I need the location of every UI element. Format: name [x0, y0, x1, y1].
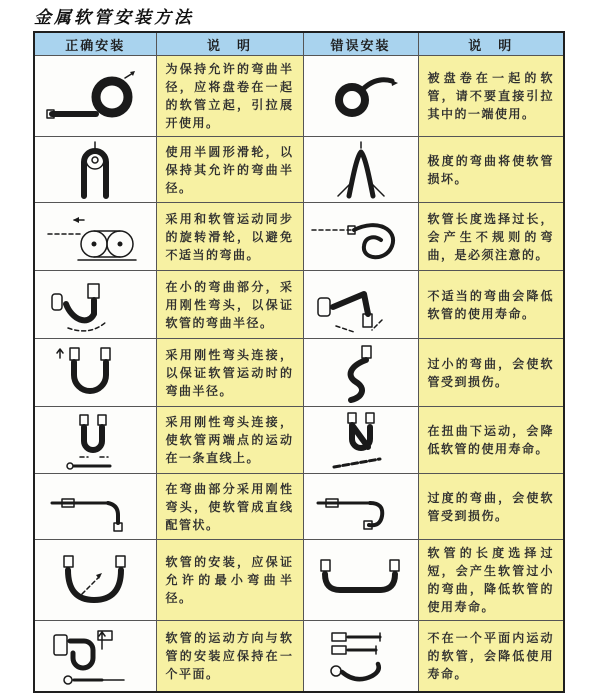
- coiled-hose-upright-icon: [40, 62, 150, 130]
- hose-endpoints-inline-motion-icon: [40, 409, 150, 471]
- wrong-illustration-cell: [303, 540, 418, 621]
- wrong-illustration-cell: [303, 56, 418, 137]
- table-row: [34, 56, 564, 137]
- hose-improper-bend-icon: [306, 274, 416, 336]
- wrong-description: 软管长度选择过长，会产生不规则的弯曲，是必须注意的。: [418, 203, 564, 271]
- hose-overbent-end-icon: [306, 477, 416, 537]
- wrong-description: 过小的弯曲，会使软管受到损伤。: [418, 339, 564, 407]
- correct-description: 采用刚性弯头连接，以保证软管运动时的弯曲半径。: [156, 339, 303, 407]
- header-wrong-install: 错误安装: [303, 32, 418, 56]
- correct-description: 软管的运动方向与软管的安装应保持在一个平面。: [156, 621, 303, 692]
- correct-illustration-cell: [34, 56, 156, 137]
- hose-motion-in-plane-icon: [40, 623, 150, 689]
- hose-minimum-bend-radius-icon: [40, 548, 150, 612]
- hose-twisted-motion-icon: [306, 409, 416, 471]
- header-description-right: 说 明: [418, 32, 564, 56]
- wrong-illustration-cell: [303, 137, 418, 203]
- wrong-description: 软管的长度选择过短，会产生软管过小的弯曲，降低软管的使用寿命。: [418, 540, 564, 621]
- wrong-description: 极度的弯曲将使软管损坏。: [418, 137, 564, 203]
- table-row: [34, 137, 564, 203]
- hose-on-semicircular-pulley-icon: [40, 140, 150, 200]
- header-row: [34, 32, 564, 56]
- correct-description: 采用和软管运动同步的旋转滑轮，以避免不适当的弯曲。: [156, 203, 303, 271]
- wrong-illustration-cell: [303, 203, 418, 271]
- correct-description: 在弯曲部分采用刚性弯头，使软管成直线配管状。: [156, 474, 303, 540]
- hose-excess-length-loop-icon: [306, 206, 416, 268]
- correct-illustration-cell: [34, 339, 156, 407]
- correct-description: 在小的弯曲部分，采用刚性弯头，以保证软管的弯曲半径。: [156, 271, 303, 339]
- coiled-hose-end-pulled-icon: [306, 62, 416, 130]
- table-row: [34, 271, 564, 339]
- page-title: 金属软管安装方法: [34, 8, 194, 28]
- hose-installation-table: [33, 31, 565, 693]
- wrong-illustration-cell: [303, 407, 418, 474]
- table-row: [34, 540, 564, 621]
- hose-extreme-bend-icon: [306, 140, 416, 200]
- hose-motion-out-of-plane-icon: [306, 623, 416, 689]
- table-row: [34, 407, 564, 474]
- correct-description: 软管的安装，应保证允许的最小弯曲半径。: [156, 540, 303, 621]
- wrong-description: 不在一个平面内运动的软管，会降低使用寿命。: [418, 621, 564, 692]
- wrong-description: 过度的弯曲，会使软管受到损伤。: [418, 474, 564, 540]
- table-row: [34, 339, 564, 407]
- table-row: [34, 474, 564, 540]
- correct-description: 采用刚性弯头连接，使软管两端点的运动在一条直线上。: [156, 407, 303, 474]
- header-description-left: 说 明: [156, 32, 303, 56]
- hose-synchronized-pulleys-icon: [40, 206, 150, 268]
- wrong-illustration-cell: [303, 271, 418, 339]
- correct-illustration-cell: [34, 407, 156, 474]
- table-row: [34, 203, 564, 271]
- hose-undersized-bend-icon: [306, 342, 416, 404]
- correct-illustration-cell: [34, 203, 156, 271]
- wrong-description: 不适当的弯曲会降低软管的使用寿命。: [418, 271, 564, 339]
- hose-too-short-flat-bend-icon: [306, 548, 416, 612]
- hose-rigid-elbow-small-bend-icon: [40, 274, 150, 336]
- wrong-description: 被盘卷在一起的软管，请不要直接引拉其中的一端使用。: [418, 56, 564, 137]
- correct-illustration-cell: [34, 621, 156, 692]
- header-correct-install: 正确安装: [34, 32, 156, 56]
- correct-illustration-cell: [34, 271, 156, 339]
- hose-u-bend-rigid-elbows-icon: [40, 342, 150, 404]
- correct-illustration-cell: [34, 137, 156, 203]
- wrong-illustration-cell: [303, 474, 418, 540]
- correct-illustration-cell: [34, 474, 156, 540]
- table-row: [34, 621, 564, 692]
- correct-description: 使用半圆形滑轮，以保持其允许的弯曲半径。: [156, 137, 303, 203]
- correct-illustration-cell: [34, 540, 156, 621]
- correct-description: 为保持允许的弯曲半径，应将盘卷在一起的软管立起，引拉展开使用。: [156, 56, 303, 137]
- hose-straight-run-rigid-elbow-icon: [40, 477, 150, 537]
- wrong-illustration-cell: [303, 339, 418, 407]
- wrong-illustration-cell: [303, 621, 418, 692]
- wrong-description: 在扭曲下运动，会降低软管的使用寿命。: [418, 407, 564, 474]
